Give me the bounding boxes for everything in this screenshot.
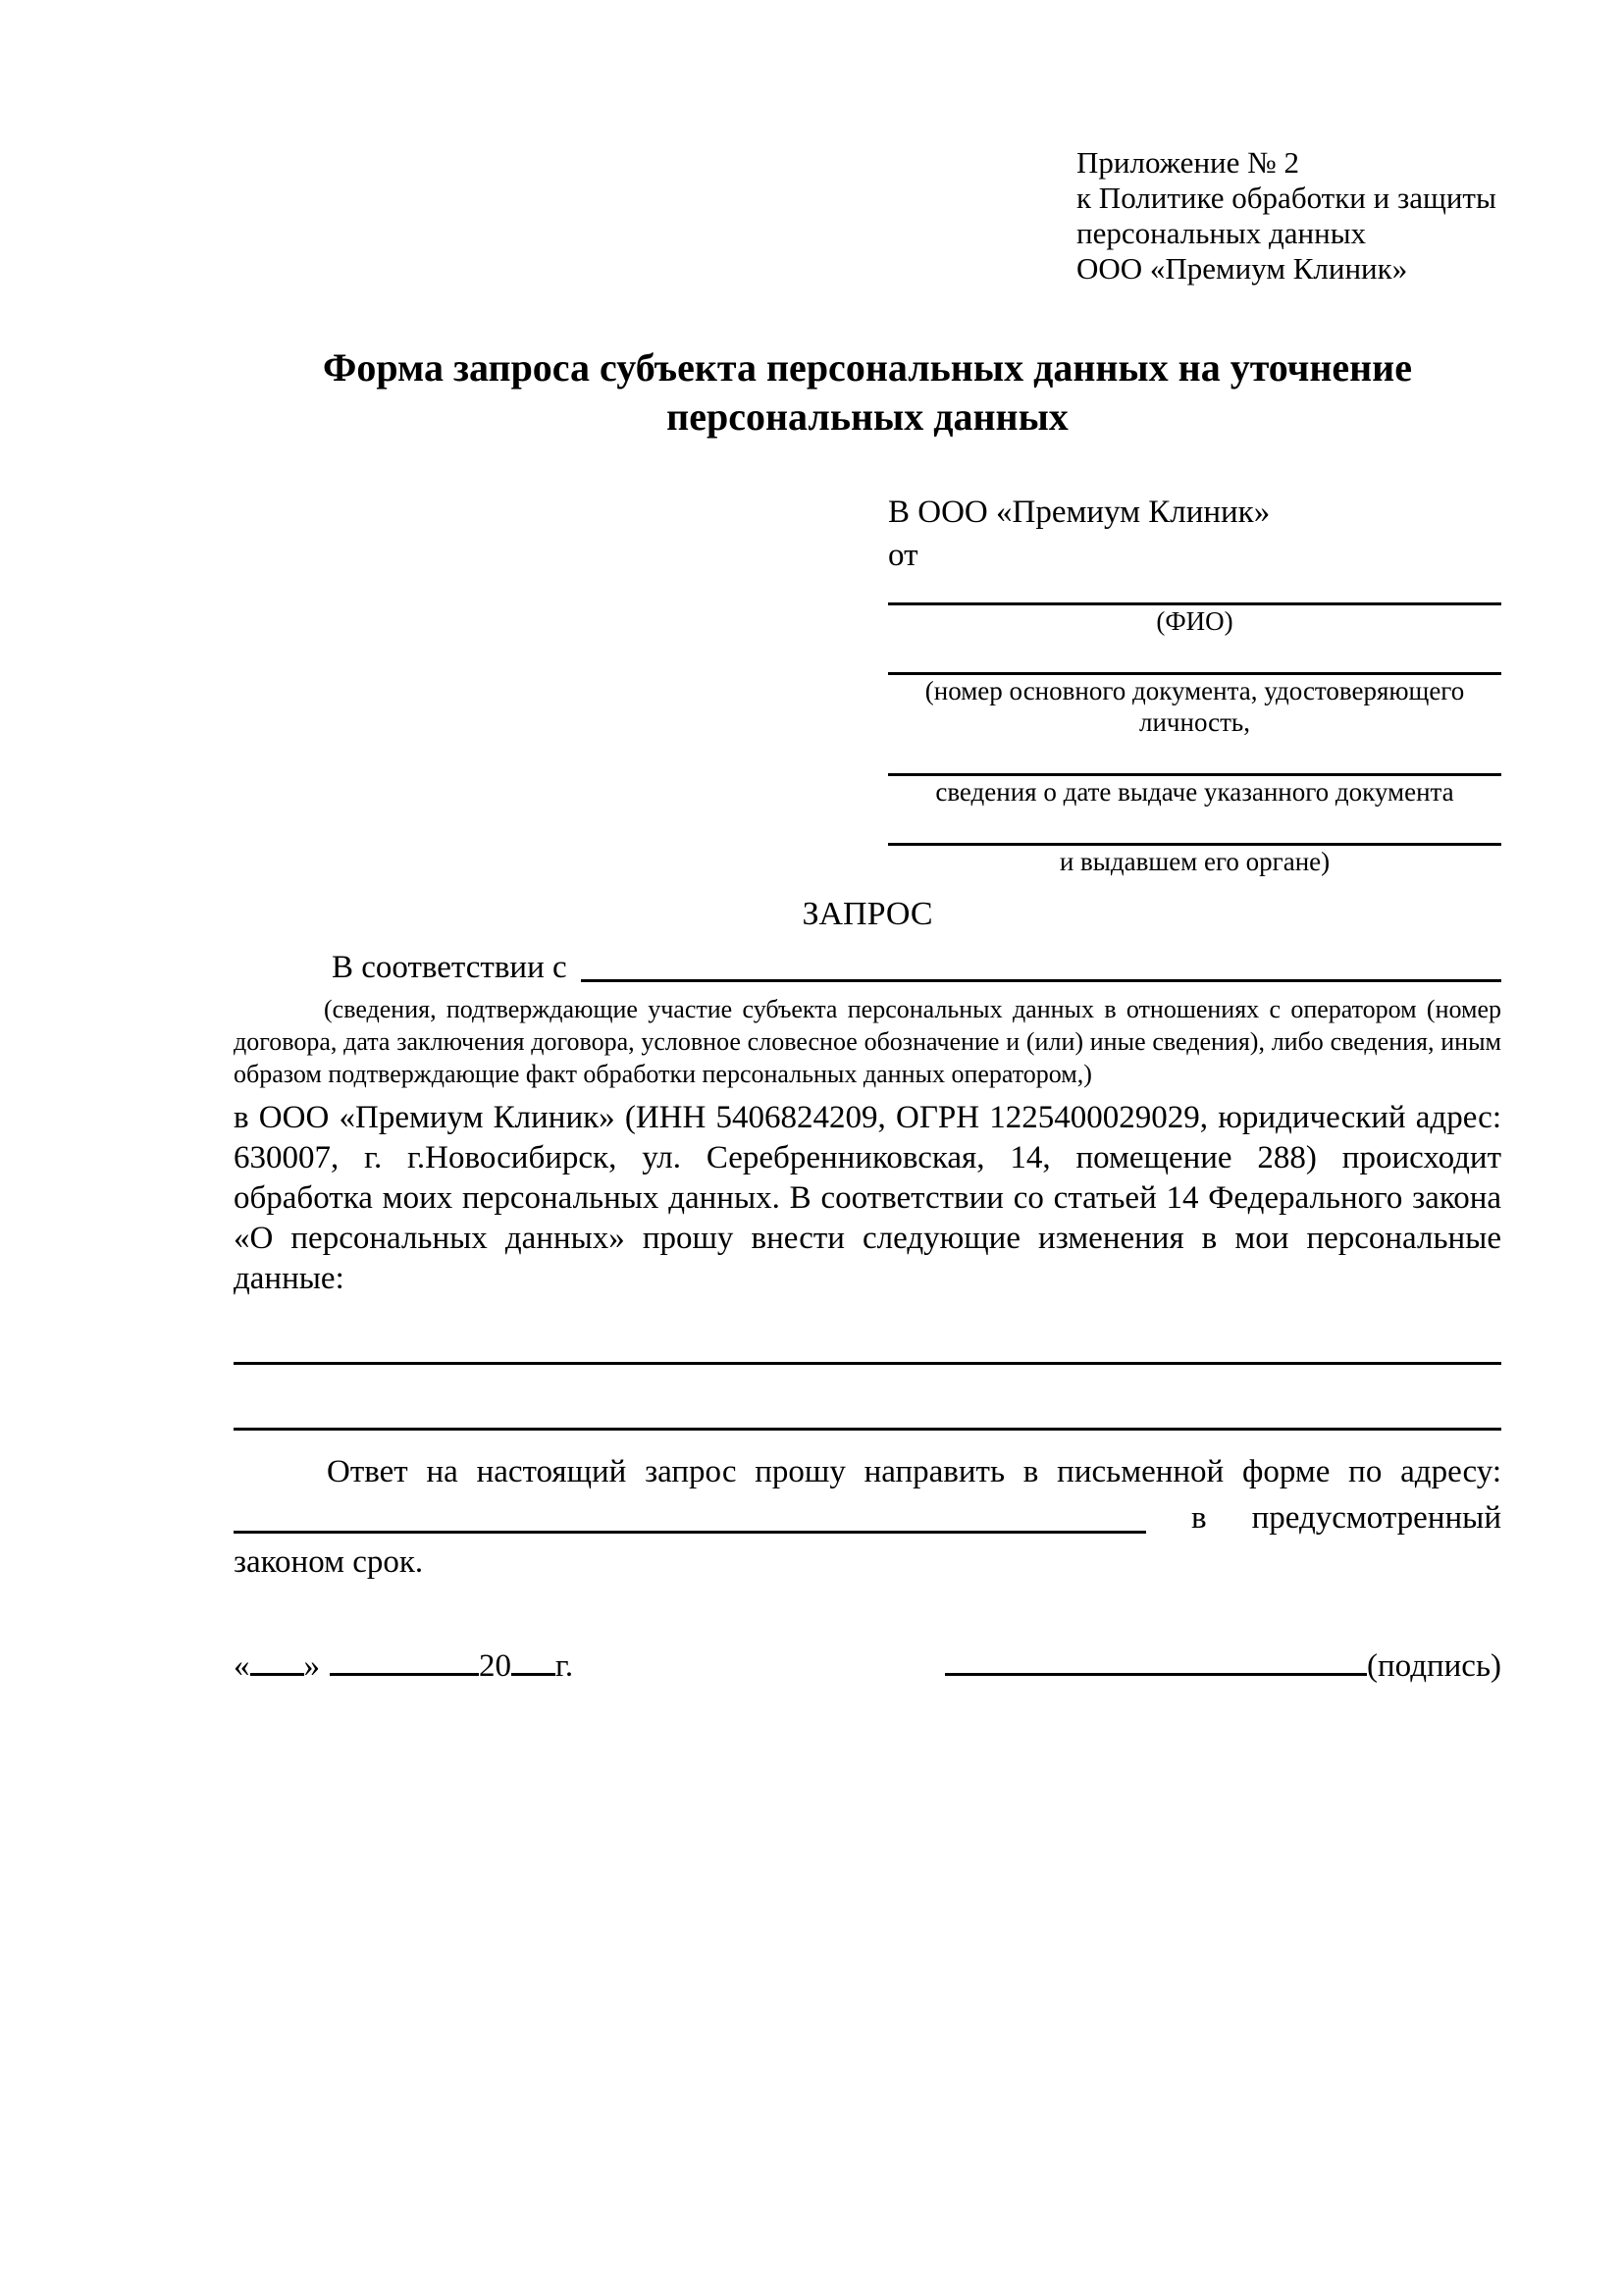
- date-line: [234, 1644, 573, 1688]
- intro-blank-line: [581, 946, 1501, 982]
- quote-open: «: [234, 1648, 250, 1684]
- signature-area: [945, 1644, 1501, 1688]
- addressee-from-label: от: [888, 538, 918, 573]
- field-document-number: [888, 647, 1501, 738]
- quote-close: »: [303, 1648, 320, 1684]
- intro-prefix: В соответствии с: [332, 950, 567, 985]
- field-issuing-authority: [888, 817, 1501, 877]
- document-number-blank-line: [888, 647, 1501, 675]
- issue-date-caption: сведения о дате выдаче указанного документа: [935, 777, 1454, 807]
- issue-date-blank-line: [888, 748, 1501, 776]
- appendix-line: Приложение № 2: [1076, 145, 1299, 180]
- field-issue-date: [888, 748, 1501, 808]
- signature-caption: (подпись): [1367, 1648, 1501, 1684]
- reply-line-2: [234, 1493, 1501, 1540]
- reply-line-1: Ответ на настоящий запрос прошу направить в письменной форме по адресу:: [327, 1454, 1501, 1489]
- appendix-block: [1076, 145, 1501, 287]
- request-body: в ООО «Премиум Клиник» (ИНН 5406824209, ОГРН 1225400029029, юридический адрес: 630007, г. г.Новосибирск, ул. Серебренниковская, 14, помещение 288) происходит обработка моих персональных данных. В соответствии со статьей 14 Федерального закона «О персональных данных» прошу внести следующие изменения в мои персональные данные:: [234, 1100, 1501, 1296]
- intro-footnote: (сведения, подтверждающие участие субъекта персональных данных в отношениях с оператором (номер договора, дата заключения договора, условное словесное обозначение и (или) иные сведения), либо сведения, иным образом подтверждающие факт обработки персональных данных оператором,): [234, 995, 1501, 1088]
- changes-blank-line-1: [234, 1299, 1501, 1365]
- day-blank-line: [250, 1673, 304, 1676]
- field-fio: [888, 577, 1501, 637]
- appendix-line: ООО «Премиум Клиник»: [1076, 251, 1408, 286]
- year-suffix: г.: [555, 1648, 574, 1684]
- appendix-line: к Политике обработки и защиты: [1076, 181, 1496, 215]
- signature-blank-line: [945, 1673, 1367, 1676]
- address-blank-line: [234, 1493, 1146, 1534]
- appendix-line: персональных данных: [1076, 216, 1367, 250]
- fio-blank-line: [888, 577, 1501, 605]
- fio-caption: (ФИО): [1156, 606, 1233, 636]
- year-blank-line: [511, 1673, 555, 1676]
- changes-blank-line-2: [234, 1365, 1501, 1431]
- reply-word-v: в: [1191, 1500, 1207, 1536]
- addressee-block: [888, 491, 1501, 877]
- footer-row: [234, 1644, 1501, 1688]
- century-text: 20: [479, 1648, 511, 1684]
- request-heading: ЗАПРОС: [802, 896, 933, 932]
- reply-word-predusmotrenny: предусмотренный: [1251, 1500, 1501, 1536]
- intro-row: [234, 946, 1501, 989]
- form-title: Форма запроса субъекта персональных данных на уточнение персональных данных: [323, 345, 1412, 439]
- reply-line-3: законом срок.: [234, 1544, 424, 1580]
- issuing-authority-blank-line: [888, 817, 1501, 846]
- month-blank-line: [330, 1673, 479, 1676]
- addressee-to: В ООО «Премиум Клиник»: [888, 495, 1271, 530]
- issuing-authority-caption: и выдавшем его органе): [1059, 847, 1331, 876]
- document-number-caption: (номер основного документа, удостоверяющего личность,: [924, 676, 1465, 737]
